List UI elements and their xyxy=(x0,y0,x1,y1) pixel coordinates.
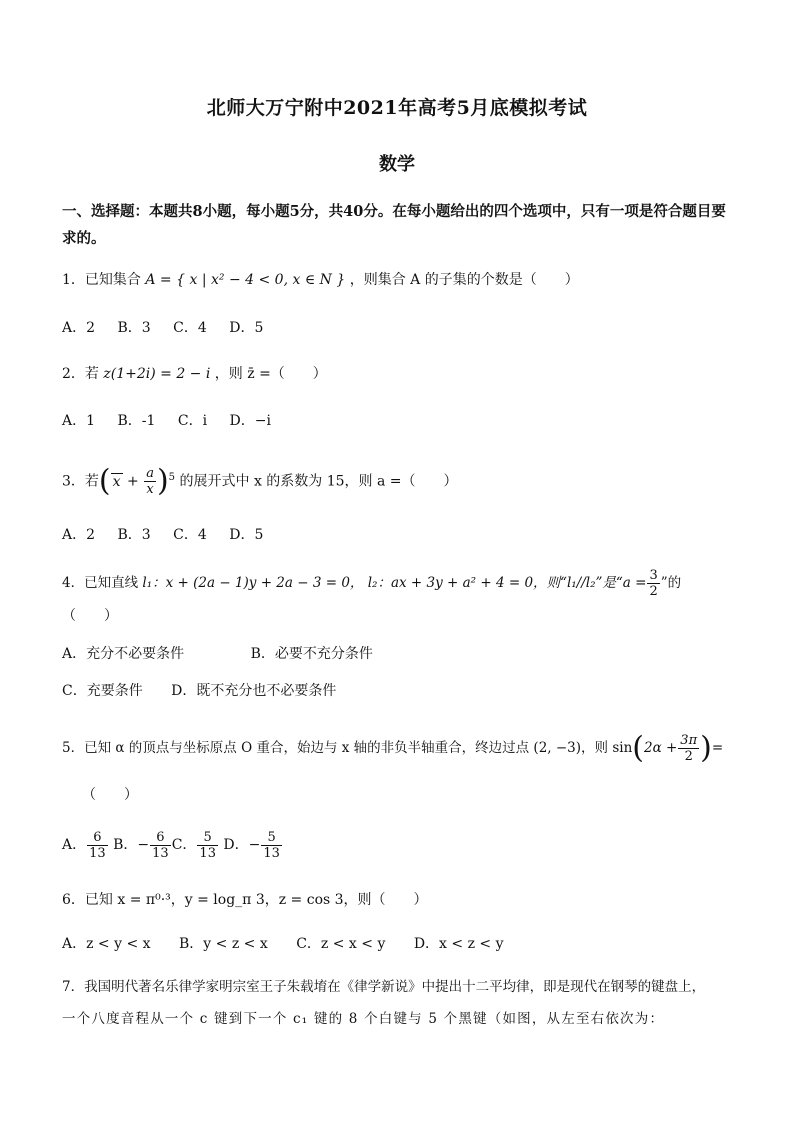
q5-arg: 2α + xyxy=(643,740,678,756)
q4-option-b[interactable]: B．必要不充分条件 xyxy=(250,646,373,662)
q2-math: z(1+2i) = 2 − i xyxy=(103,366,211,382)
q1-option-d[interactable]: D．5 xyxy=(229,320,264,336)
question-4 xyxy=(62,566,681,600)
q1-option-a[interactable]: A．2 xyxy=(62,320,96,336)
q3-option-a[interactable]: A．2 xyxy=(62,527,96,543)
q3-suffix: 的展开式中 x 的系数为 15，则 a =（ ） xyxy=(179,473,458,490)
q3-option-d[interactable]: D．5 xyxy=(229,527,264,543)
q3-prefix: 3．若 xyxy=(62,473,99,490)
q1-options xyxy=(62,318,263,338)
q4-options-row2 xyxy=(62,681,336,701)
q3-option-b[interactable]: B．3 xyxy=(117,527,151,543)
q4-suffix: ”的 xyxy=(660,575,682,591)
question-7-line2: 一个八度音程从一个 c 键到下一个 c₁ 键的 8 个白键与 5 个黑键（如图，从左至右依次为： xyxy=(62,1011,665,1027)
q1-prefix: 1．已知集合 xyxy=(62,272,141,288)
q5-option-c[interactable]: C． $\frac{5}{13}$ xyxy=(171,829,216,861)
q2-option-a[interactable]: A．1 xyxy=(62,413,96,429)
q5-option-b[interactable]: B．− $\frac{6}{13}$ xyxy=(113,829,169,861)
q2-options xyxy=(62,411,271,431)
q5-options xyxy=(62,828,283,862)
q6-options xyxy=(62,934,503,954)
q2-option-c[interactable]: C．i xyxy=(177,413,208,429)
section-header: 一、选择题：本题共8小题，每小题5分，共40分。在每小题给出的四个选项中，只有一项是符合题目要求的。 xyxy=(62,203,726,247)
q2-option-d[interactable]: D．−i xyxy=(229,413,271,429)
q5-option-a[interactable]: A． $\frac{6}{13}$ xyxy=(62,829,106,861)
q5-fraction: $\frac{3\pi}{2}$ xyxy=(680,733,698,764)
q3-option-c[interactable]: C．4 xyxy=(173,527,207,543)
subject-title: 数学 xyxy=(379,154,415,175)
q6-option-c[interactable]: C．z < x < y xyxy=(296,936,386,952)
q4-option-d[interactable]: D．既不充分也不必要条件 xyxy=(171,683,337,699)
exam-title: 北师大万宁附中2021年高考5月底模拟考试 xyxy=(206,97,588,119)
q2-suffix: ，则 z̄ =（ ） xyxy=(214,366,327,382)
q4-line-l1: l₁：x + (2a − 1)y + 2a − 3 = 0， xyxy=(142,575,364,591)
q4-prefix: 4．已知直线 xyxy=(62,575,139,591)
q6-option-a[interactable]: A．z < y < x xyxy=(62,936,151,952)
q5-text: 5．已知 α 的顶点与坐标原点 O 重合，始边与 x 轴的非负半轴重合，终边过点 (2, −3)，则 sin xyxy=(62,740,633,756)
q1-math: A = { x | x² − 4 < 0, x ∈ N } xyxy=(145,272,346,288)
q1-option-b[interactable]: B．3 xyxy=(117,320,151,336)
q2-prefix: 2．若 xyxy=(62,366,99,382)
q4-cont: （ ） xyxy=(62,608,118,624)
q2-option-b[interactable]: B．-1 xyxy=(117,413,156,429)
q4-option-c[interactable]: C．充要条件 xyxy=(62,683,143,699)
question-3: 3．若( x + $\frac{a}{x}$ )$^5$ 的展开式中 x 的系数为 15，则 a =（ ） xyxy=(62,463,458,499)
q3-fraction: $\frac{a}{x}$ xyxy=(146,466,154,498)
q4-options-row1 xyxy=(62,644,373,664)
q6-option-b[interactable]: B．y < z < x xyxy=(179,936,268,952)
q4-line-l2: l₂：ax + 3y + a² + 4 = 0，则“l₁//l₂”是“a = xyxy=(367,575,647,591)
q4-option-a[interactable]: A．充分不必要条件 xyxy=(62,646,185,662)
question-5: 5．已知 α 的顶点与坐标原点 O 重合，始边与 x 轴的非负半轴重合，终边过点 (2, −3)，则 sin(2α + $\frac{3\pi}{2}$ )= xyxy=(62,730,724,766)
question-2 xyxy=(62,364,327,384)
q5-option-d[interactable]: D．− $\frac{5}{13}$ xyxy=(223,829,280,861)
q6-option-d[interactable]: D．x < z < y xyxy=(413,936,504,952)
q4-fraction: $\frac{3}{2}$ xyxy=(649,568,658,599)
q5-equals: = xyxy=(711,740,724,756)
q1-suffix: ，则集合 A 的子集的个数是（ ） xyxy=(349,272,579,288)
q3-options xyxy=(62,525,263,545)
question-6: 6．已知 x = π⁰·³，y = log_π 3，z = cos 3，则（ ） xyxy=(62,892,428,908)
q5-cont: （ ） xyxy=(82,787,138,803)
question-7-line1: 7．我国明代著名乐律学家明宗室王子朱载堉在《律学新说》中提出十二平均律，即是现代在钢琴的键盘上， xyxy=(62,979,706,995)
q1-option-c[interactable]: C．4 xyxy=(173,320,207,336)
q3-exponent: 5 xyxy=(168,472,176,483)
question-1 xyxy=(62,270,579,290)
